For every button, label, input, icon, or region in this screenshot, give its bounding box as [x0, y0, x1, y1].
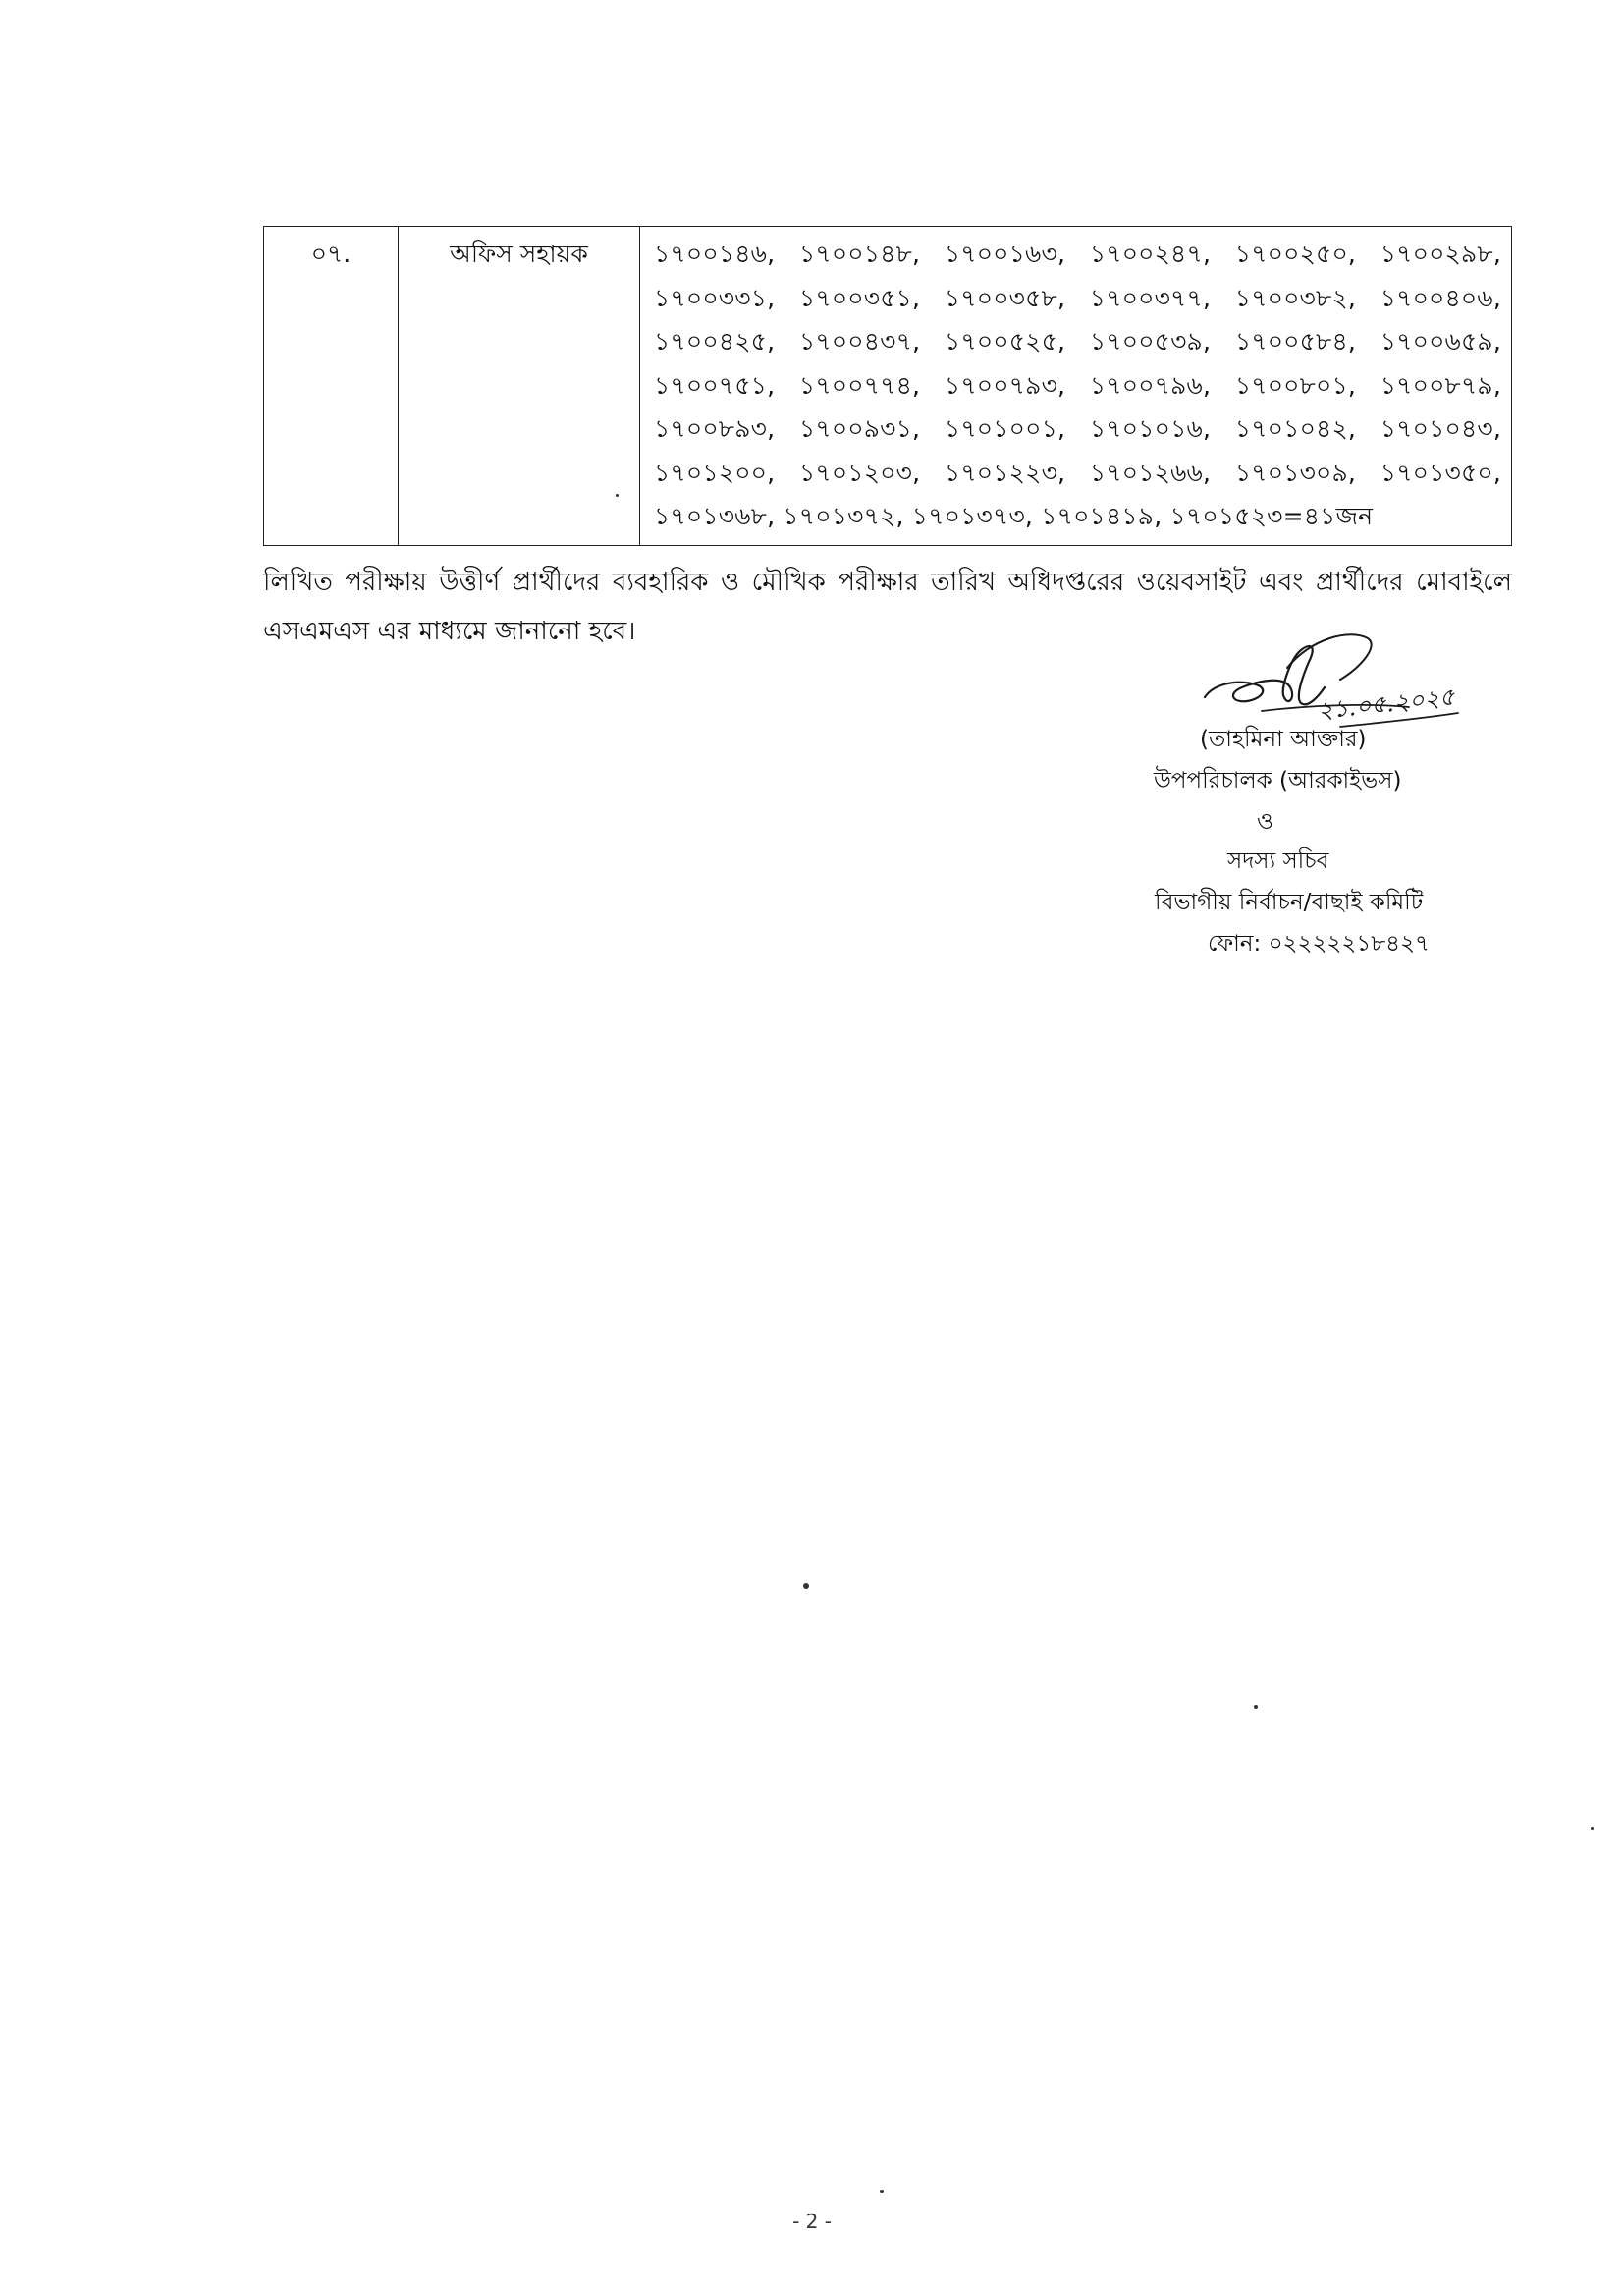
serial-number: ০৭.: [264, 227, 399, 546]
signature-date: ২১.০৫.২০২৫: [1316, 683, 1456, 725]
table-row: [264, 227, 1512, 546]
post-name: অফিস সহায়ক: [399, 227, 640, 546]
scan-speck: [803, 1583, 809, 1589]
scan-speck: [1254, 1705, 1258, 1709]
scan-speck: [616, 494, 619, 497]
signatory-role: সদস্য সচিব: [1227, 848, 1329, 874]
signatory-name: (তাহমিনা আক্তার): [1200, 727, 1367, 752]
roll-numbers: ১৭০০১৪৬, ১৭০০১৪৮, ১৭০০১৬৩, ১৭০০২৪৭, ১৭০০২৫০, ১৭০০২৯৮, ১৭০০৩৩১, ১৭০০৩৫১, ১৭০০৩৫৮, ১৭০০৩৭৭, ১৭০০৩৮২, ১৭০০৪০৬, ১৭০০৪২৫, ১৭০০৪৩৭, ১৭০০৫২৫, ১৭০০৫৩৯, ১৭০০৫৮৪, ১৭০০৬৫৯, ১৭০০৭৫১, ১৭০০৭৭৪, ১৭০০৭৯৩, ১৭০০৭৯৬, ১৭০০৮০১, ১৭০০৮৭৯, ১৭০০৮৯৩, ১৭০০৯৩১, ১৭০১০০১, ১৭০১০১৬, ১৭০১০৪২, ১৭০১০৪৩, ১৭০১২০০, ১৭০১২০৩, ১৭০১২২৩, ১৭০১২৬৬, ১৭০১৩০৯, ১৭০১৩৫০, ১৭০১৩৬৮, ১৭০১৩৭২, ১৭০১৩৭৩, ১৭০১৪১৯, ১৭০১৫২৩=৪১জন: [640, 227, 1512, 546]
result-table: [263, 226, 1512, 546]
signatory-committee: বিভাগীয় নির্বাচন/বাছাই কমিটি: [1155, 890, 1424, 915]
scan-speck: [1591, 1827, 1594, 1830]
signatory-conjunction: ও: [1257, 809, 1273, 835]
notice-paragraph: লিখিত পরীক্ষায় উত্তীর্ণ প্রার্থীদের ব্যবহারিক ও মৌখিক পরীক্ষার তারিখ অধিদপ্তরের ওয়েবসাইট এবং প্রার্থীদের মোবাইলে এসএমএস এর মাধ্যমে জানানো হবে।: [263, 568, 1512, 646]
signatory-designation: উপপরিচালক (আরকাইভস): [1154, 768, 1402, 793]
signatory-phone: ফোন: ০২২২২২১৮৪২৭: [1208, 931, 1431, 957]
scan-speck: [880, 2190, 884, 2193]
page-number: - 2 -: [792, 2210, 832, 2233]
